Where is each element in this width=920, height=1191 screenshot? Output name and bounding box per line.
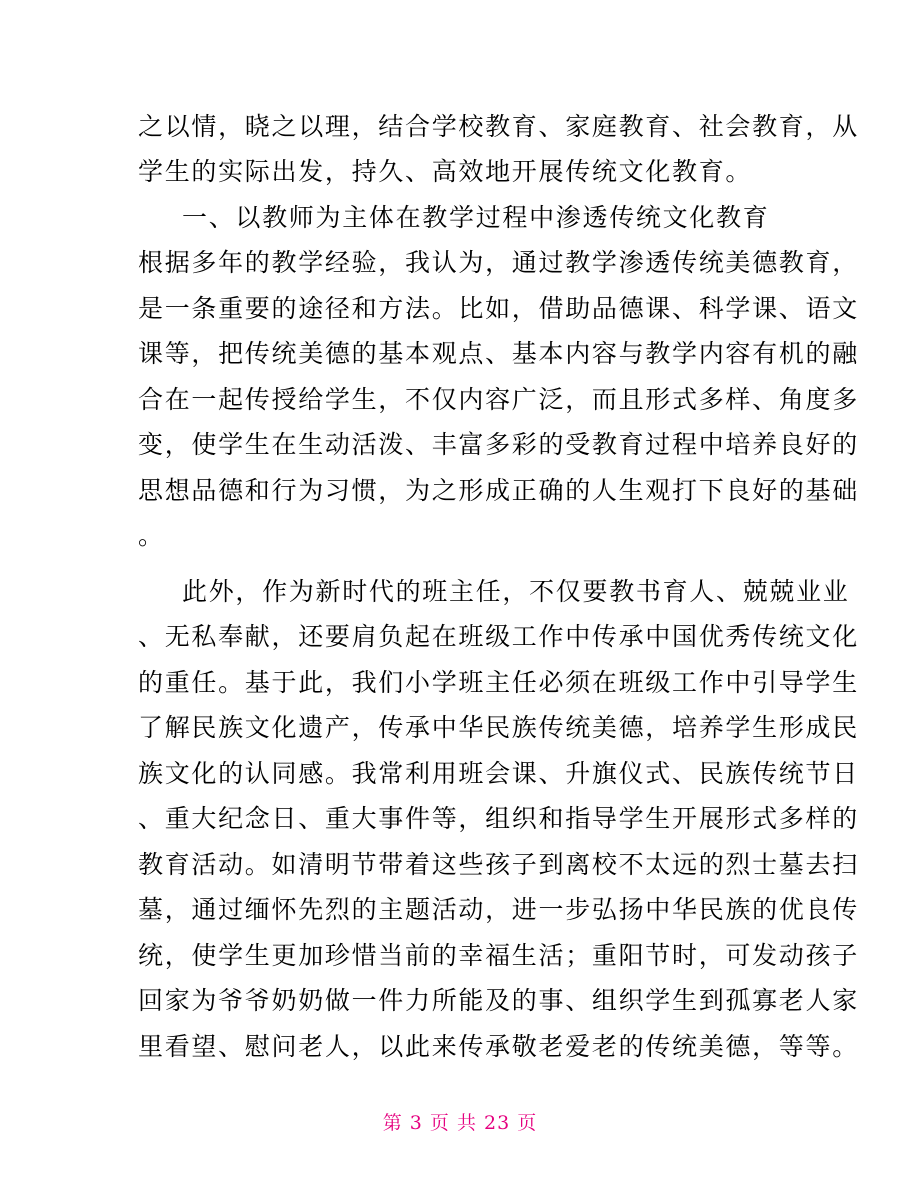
text-line: 学生的实际出发，持久、高效地开展传统文化教育。	[138, 157, 753, 186]
text-line: 之以情，晓之以理，结合学校教育、家庭教育、社会教育，从	[138, 112, 859, 141]
text-line: 。	[138, 521, 165, 550]
text-line: 合在一起传授给学生，不仅内容广泛，而且形式多样、角度多	[138, 385, 859, 414]
text-line: 族文化的认同感。我常利用班会课、升旗仪式、民族传统节日	[138, 759, 859, 788]
text-line: 里看望、慰问老人，以此来传承敬老爱老的传统美德，等等。	[138, 1032, 859, 1061]
text-line: 是一条重要的途径和方法。比如，借助品德课、科学课、语文	[138, 294, 859, 323]
text-line: 变，使学生在生动活泼、丰富多彩的受教育过程中培养良好的	[138, 430, 859, 459]
text-line: 墓，通过缅怀先烈的主题活动，进一步弘扬中华民族的优良传	[138, 895, 859, 924]
text-line: 、无私奉献，还要肩负起在班级工作中传承中国优秀传统文化	[138, 622, 859, 651]
section-heading: 一、以教师为主体在教学过程中渗透传统文化教育	[182, 203, 770, 232]
text-line: 根据多年的教学经验，我认为，通过教学渗透传统美德教育，	[138, 248, 859, 277]
text-line: 思想品德和行为习惯，为之形成正确的人生观打下良好的基础	[138, 476, 859, 505]
text-line: 课等，把传统美德的基本观点、基本内容与教学内容有机的融	[138, 339, 859, 368]
text-line: 统，使学生更加珍惜当前的幸福生活；重阳节时，可发动孩子	[138, 941, 859, 970]
text-line: 回家为爷爷奶奶做一件力所能及的事、组织学生到孤寡老人家	[138, 986, 859, 1015]
text-line: 了解民族文化遗产，传承中华民族传统美德，培养学生形成民	[138, 713, 859, 742]
text-line: 教育活动。如清明节带着这些孩子到离校不太远的烈士墓去扫	[138, 850, 859, 879]
text-line: 、重大纪念日、重大事件等，组织和指导学生开展形式多样的	[138, 804, 859, 833]
page-number-footer: 第 3 页 共 23 页	[382, 1112, 538, 1134]
text-line: 的重任。基于此，我们小学班主任必须在班级工作中引导学生	[138, 668, 859, 697]
text-line: 此外，作为新时代的班主任，不仅要教书育人、兢兢业业	[182, 577, 850, 606]
